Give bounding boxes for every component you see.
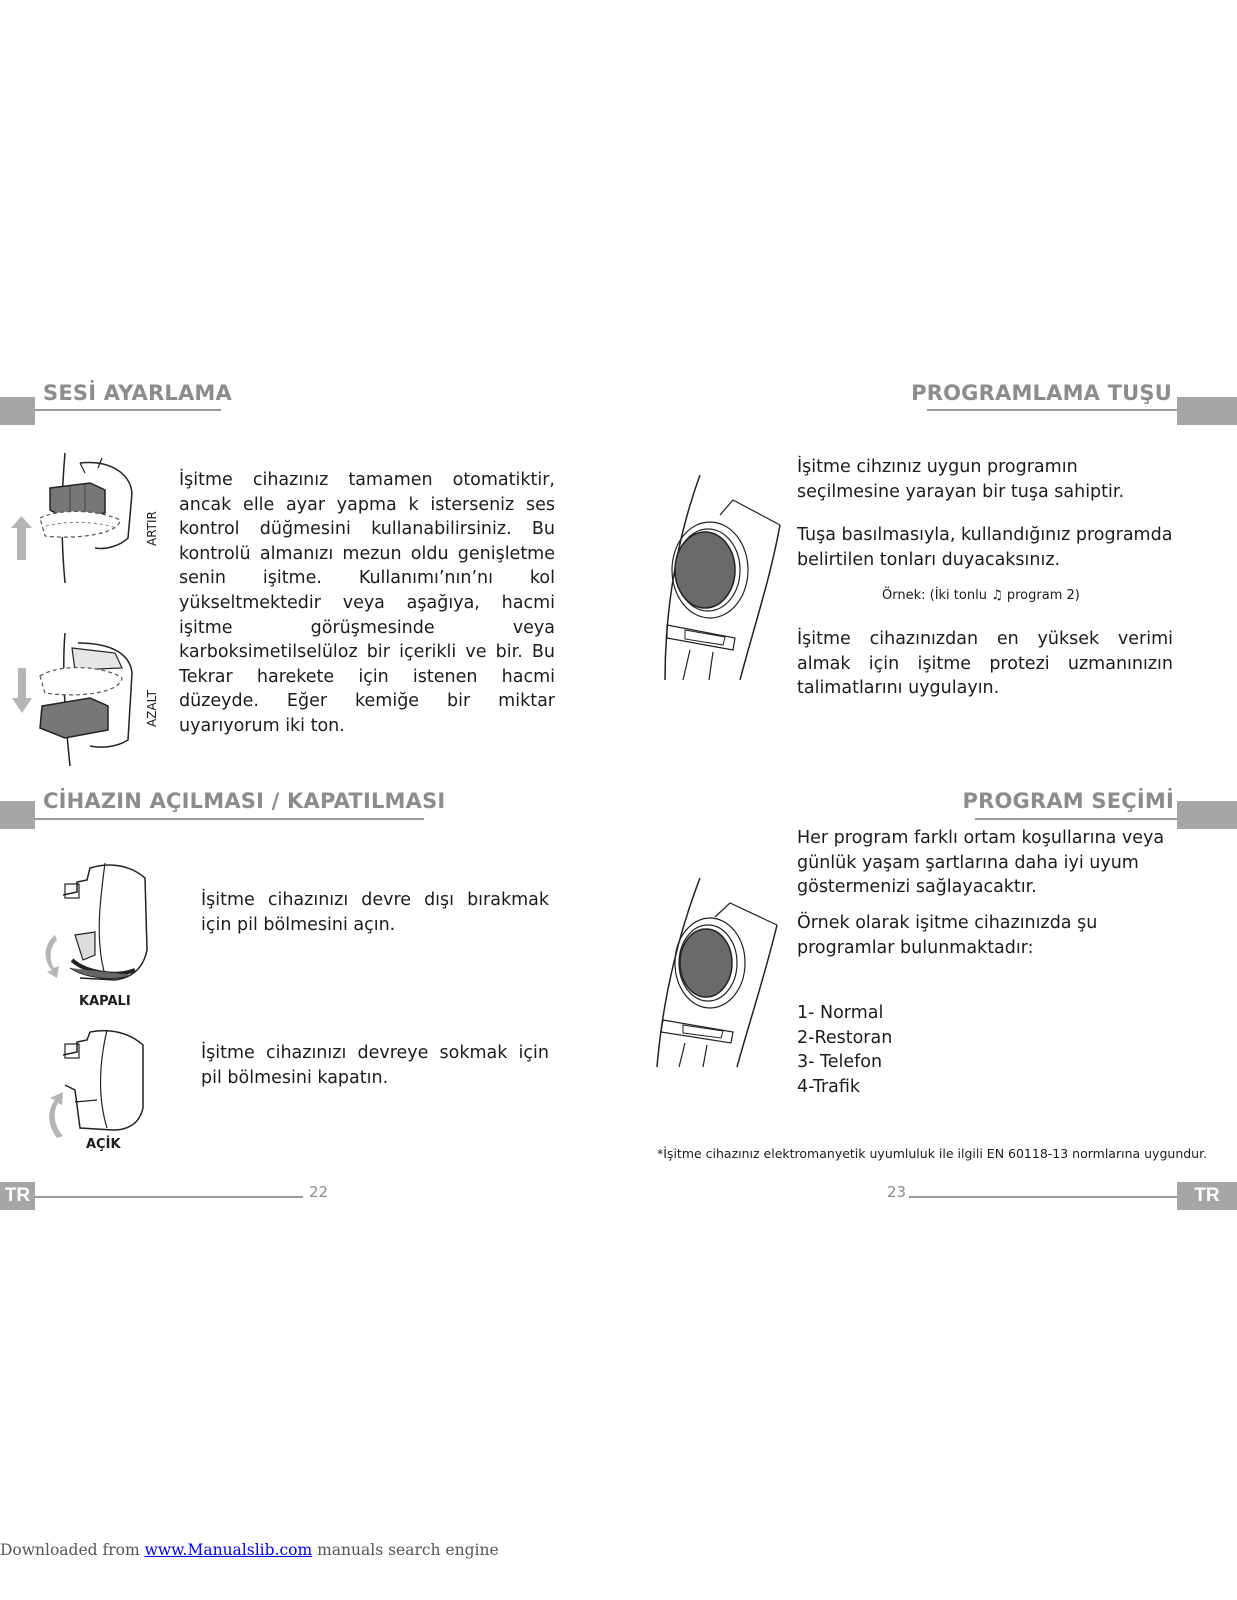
program-example: Örnek: (İki tonlu ♫ program 2) xyxy=(882,588,1080,603)
footer-rule xyxy=(35,1196,303,1198)
program-button-tones: Tuşa basılmasıyla, kullandığınız programda belirtilen tonları duyacaksınız. xyxy=(797,525,1173,570)
section-underline xyxy=(975,818,1177,820)
volume-up-label: ARTIR xyxy=(145,511,159,546)
program-list xyxy=(797,1001,997,1099)
off-instructions: İşitme cihazınızı devre dışı bırakmak için pil bölmesini açın. xyxy=(201,890,549,935)
battery-door-open-illustration xyxy=(35,860,165,990)
list-item: 1- Normal xyxy=(797,1003,884,1023)
section-title-program-selection: PROGRAM SEÇİMİ xyxy=(962,789,1174,813)
program-selection-example: Örnek olarak işitme cihazınızda şu programlar bulunmaktadır: xyxy=(797,913,1098,958)
program-button-advice: İşitme cihazınızdan en yüksek verimi almak için işitme protezi uzmanınızın talimatlarını uygulayın. xyxy=(797,629,1173,699)
program-selection-illustration xyxy=(645,875,795,1070)
list-item: 3- Telefon xyxy=(797,1052,883,1073)
section-underline xyxy=(927,409,1177,411)
section-marker xyxy=(0,801,35,829)
on-instructions: İşitme cihazınızı devreye sokmak için pil bölmesini kapatın. xyxy=(201,1043,549,1088)
footer-prefix: Downloaded from xyxy=(0,1541,145,1559)
manualslib-link[interactable]: www.Manualslib.com xyxy=(144,1541,313,1559)
list-item: 2-Restoran xyxy=(797,1027,893,1048)
section-underline xyxy=(35,409,221,411)
compliance-footnote: *İşitme cihazınız elektromanyetik uyumluluk ile ilgili EN 60118-13 normlarına uygundur. xyxy=(657,1146,1208,1161)
program-button-intro: İşitme cihzınız uygun programın seçilmesine yarayan bir tuşa sahiptir. xyxy=(797,457,1125,502)
volume-down-label: AZALT xyxy=(145,689,159,727)
section-marker xyxy=(1177,801,1237,829)
section-title-on-off: CİHAZIN AÇILMASI / KAPATILMASI xyxy=(43,789,446,813)
program-button-illustration xyxy=(645,470,795,685)
volume-instructions: İşitme cihazınız tamamen otomatiktir, ancak elle ayar yapma k isterseniz ses kontrol düğmesini kullanabilirsiniz. Bu kontrolü almanızı mezun oldu genişletme senin işitme. Kullanımı’nın’nı kol yükseltmektedir veya aşağıya, hacmi işitme görüşmesinde veya karboksimetilselüloz bir içerikli ve bir. Bu Tekrar harekete için istenen hacmi düzeyde. Eğer kemiğe bir miktar uyarıyorum iki ton. xyxy=(179,470,555,736)
list-item: 4-Trafik xyxy=(797,1076,861,1097)
section-marker xyxy=(0,397,35,425)
on-caption: AÇİK xyxy=(86,1137,121,1152)
off-caption: KAPALI xyxy=(79,994,131,1009)
language-badge: TR xyxy=(0,1182,35,1210)
program-selection-intro: Her program farklı ortam koşullarına veya günlük yaşam şartlarına daha iyi uyum göstermenizi sağlayacaktır. xyxy=(797,828,1165,898)
footer-suffix: manuals search engine xyxy=(312,1541,499,1559)
section-title-volume: SESİ AYARLAMA xyxy=(43,381,232,405)
footer-rule xyxy=(909,1196,1177,1198)
section-title-program-button: PROGRAMLAMA TUŞU xyxy=(911,381,1172,405)
section-underline xyxy=(35,818,424,820)
page-number: 23 xyxy=(887,1183,907,1201)
page-number: 22 xyxy=(309,1183,329,1201)
download-footer xyxy=(0,1541,499,1559)
battery-door-closed-illustration xyxy=(35,1030,165,1140)
section-marker xyxy=(1177,397,1237,425)
language-badge: TR xyxy=(1177,1182,1237,1210)
